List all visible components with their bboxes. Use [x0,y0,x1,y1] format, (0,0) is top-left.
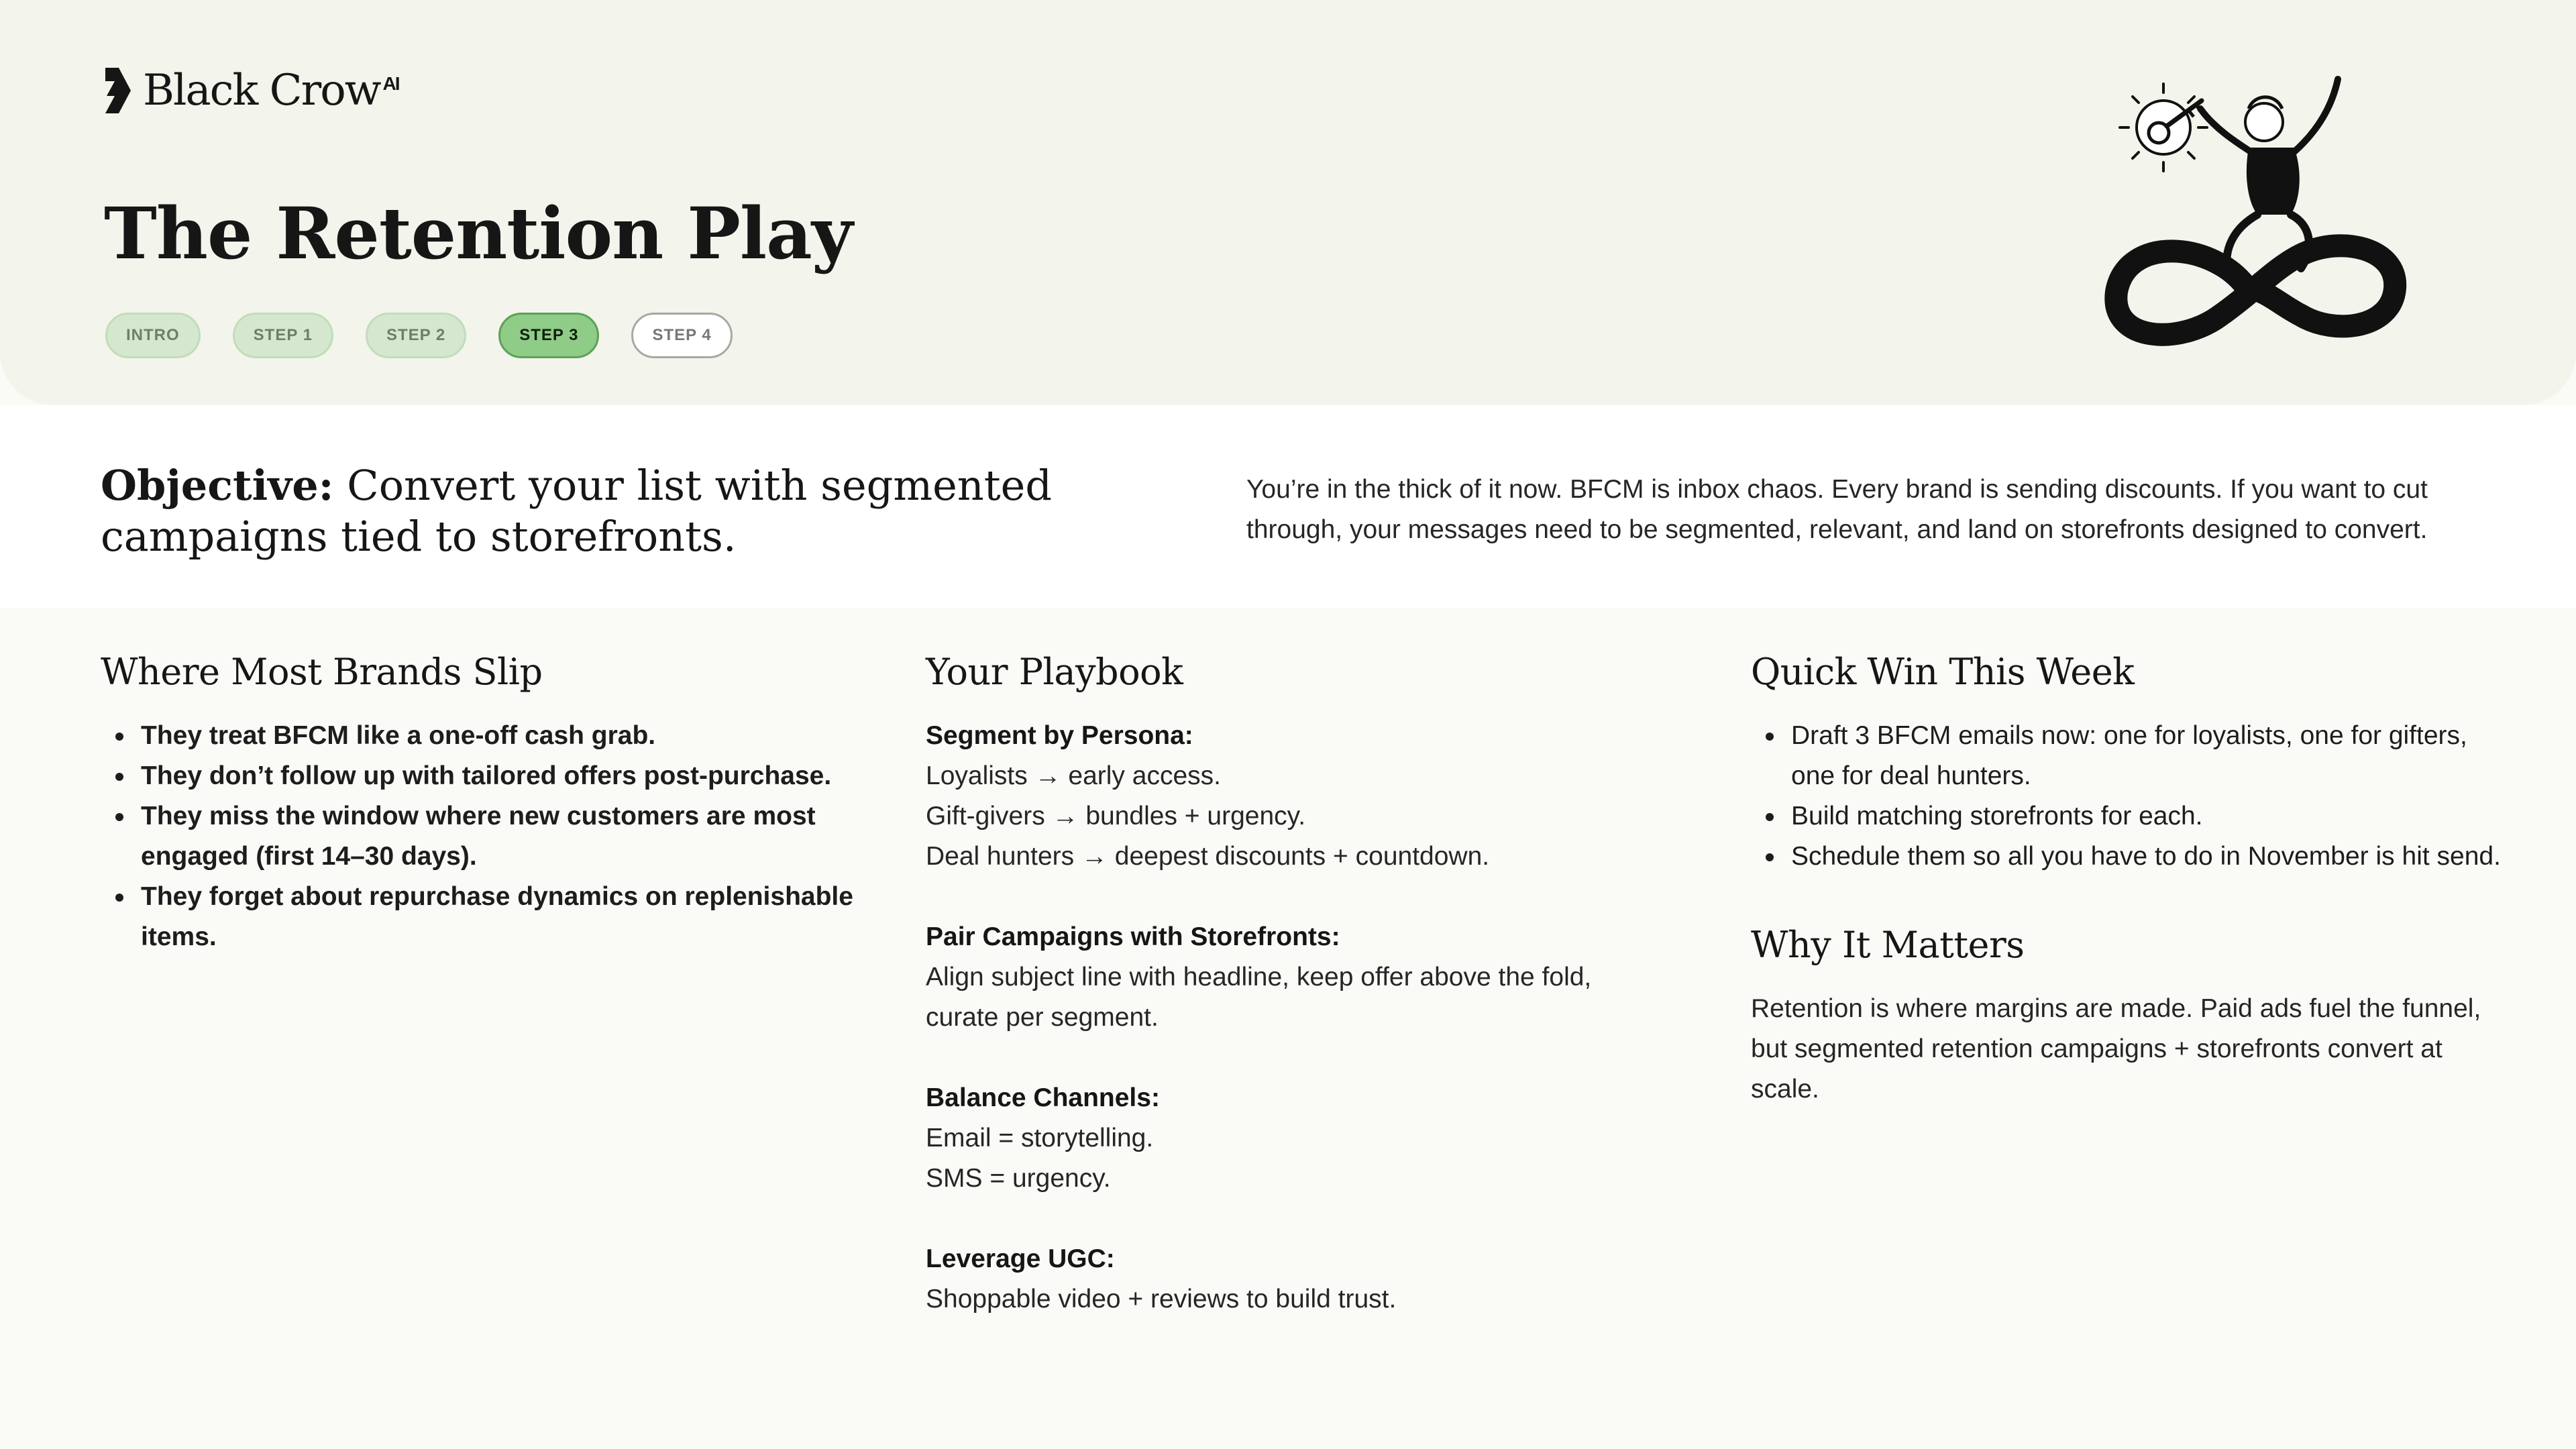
quickwin-title: Quick Win This Week [1751,651,2135,693]
slip-column [101,651,859,957]
objective-text: Convert your list with segmented campaigns tied to storefronts. [101,461,1053,561]
list-item: Build matching storefronts for each. [1751,796,2516,837]
list-item: They miss the window where new customers are most engaged (first 14–30 days). [101,796,859,877]
list-item: Schedule them so all you have to do in November is hit send. [1751,837,2516,877]
step-pill-1[interactable]: STEP 1 [233,313,333,358]
playbook-block-storefronts [926,917,1664,1038]
playbook-line: Loyalists → early access. [926,761,1221,790]
playbook-heading: Segment by Persona: [926,721,1193,750]
quickwin-list [1751,716,2516,877]
slip-list [101,716,859,957]
playbook-line: Align subject line with headline, keep offer above the fold, curate per segment. [926,963,1592,1032]
playbook-line: SMS = urgency. [926,1164,1111,1193]
playbook-line: Email = storytelling. [926,1124,1154,1152]
step-pill-intro[interactable]: INTRO [105,313,201,358]
person-riding-infinity-with-key-icon [2100,47,2415,382]
brand-name: Black Crow $^{AI}$ [143,66,399,115]
step-pill-4[interactable]: STEP 4 [631,313,732,358]
step-navigation [105,313,733,358]
objective-label: Objective: [101,461,334,510]
playbook-block-persona [926,716,1664,877]
step-pill-3[interactable]: STEP 3 [498,313,599,358]
playbook-line: Gift-givers → bundles + urgency. [926,802,1306,830]
crow-mark-icon [104,66,132,115]
playbook-heading: Pair Campaigns with Storefronts: [926,922,1340,951]
list-item: They don’t follow up with tailored offers post-purchase. [101,756,859,796]
list-item: They treat BFCM like a one-off cash grab. [101,716,859,756]
playbook-heading: Balance Channels: [926,1083,1160,1112]
playbook-heading: Leverage UGC: [926,1244,1115,1273]
playbook-block-channels [926,1078,1664,1199]
list-item: They forget about repurchase dynamics on replenishable items. [101,877,859,957]
step-pill-2[interactable]: STEP 2 [366,313,466,358]
quickwin-column [1751,651,2516,1110]
playbook-title: Your Playbook [926,651,1183,693]
why-section [1751,924,2516,1110]
playbook-column [926,651,1664,1360]
slip-title: Where Most Brands Slip [101,651,543,693]
objective-statement [101,460,1107,562]
brand-suffix: AI [382,73,399,94]
intro-paragraph: You’re in the thick of it now. BFCM is inbox chaos. Every brand is sending discounts. If you want to cut through, your messages need to be segmented, relevant, and land on storefronts designed to convert. [1246,475,2428,544]
why-text: Retention is where margins are made. Paid ads fuel the funnel, but segmented retention campaigns + storefronts convert at scale. [1751,994,2481,1104]
playbook-block-ugc [926,1239,1664,1320]
page-title: The Retention Play [104,191,853,275]
playbook-line: Deal hunters → deepest discounts + countdown. [926,842,1490,871]
brand-logo[interactable] [104,64,399,117]
list-item: Draft 3 BFCM emails now: one for loyalists, one for gifters, one for deal hunters. [1751,716,2516,796]
playbook-line: Shoppable video + reviews to build trust. [926,1285,1397,1313]
why-title: Why It Matters [1751,924,2025,966]
